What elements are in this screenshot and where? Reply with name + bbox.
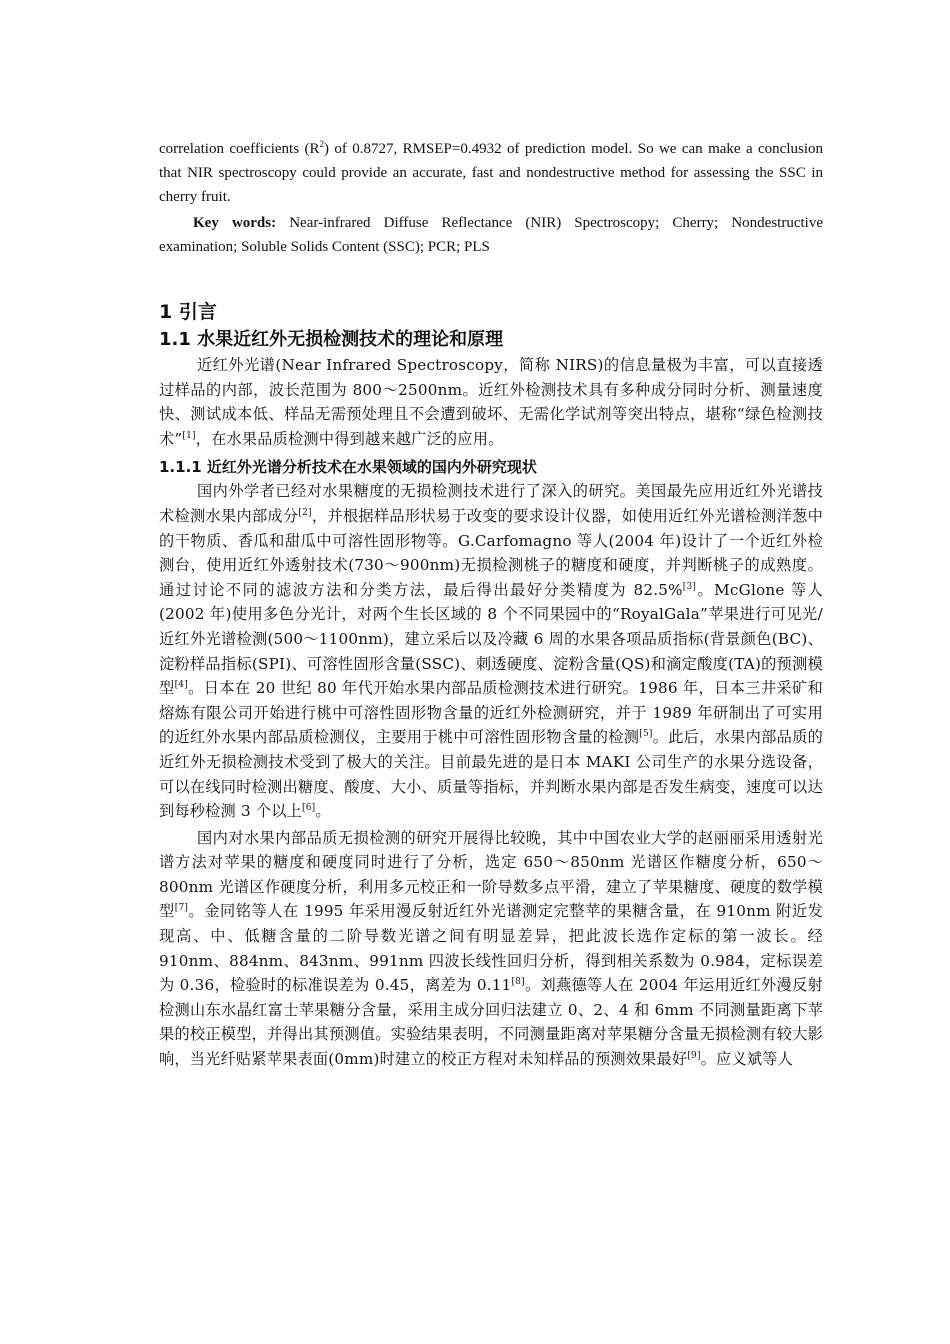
citation: [6] (302, 803, 316, 814)
citation: [7] (174, 903, 189, 914)
abstract-paragraph: correlation coefficients $(R^2)$ of 0.8727, RMSEP=0.4932 of prediction model. So we can make a conclusion that NIR spectroscopy could provide an accurate, fast and nondestructive method for assessing the SSC in cherry fruit. (159, 139, 824, 205)
citation: [9] (687, 1050, 701, 1061)
superscript: 2 (319, 139, 324, 149)
body-text (159, 479, 823, 1071)
citation: [2] (298, 507, 312, 518)
section-heading-1-1-1: 1.1.1 近红外光谱分析技术在水果领域的国内外研究现状 (159, 458, 537, 477)
keywords (159, 211, 823, 259)
citation: [8] (511, 977, 525, 988)
paragraph: 国内对水果内部品质无损检测的研究开展得比较晚，其中中国农业大学的赵丽丽采用透射光谱方法对苹果的糖度和硬度同时进行了分析，选定 650～850nm 光谱区作糖度分析，650～800nm 光谱区作硬度分析，利用多元校正和一阶导数多点平滑，建立了苹果糖度、硬度的数学模型[7]。金同铭等人在 1995 年采用漫反射近红外光谱测定完整苹的果糖含量，在 910nm 附近发现高、中、低糖含量的二阶导数光谱之间有明显差异，把此波长选作定标的第一波长。经 910nm、884nm、843nm、991nm 四波长线性回归分析，得到相关系数为 0.984，定标误差为 0.36，检验时的标准误差为 0.45，离差为 0.11[8]。刘燕德等人在 2004 年运用近红外漫反射检测山东水晶红富士苹果糖分含量，采用主成分回归法建立 0、2、4 和 6mm 不同测量距离下苹果的校正模型，并得出其预测值。实验结果表明，不同测量距离对苹果糖分含量无损检测有较大影响，当光纤贴紧苹果表面(0mm)时建立的校正方程对未知样品的预测效果最好[9]。应义斌等人 (159, 828, 823, 1069)
abstract (159, 137, 823, 259)
page-content (159, 137, 823, 1072)
citation: [4] (174, 680, 188, 691)
body-text (159, 353, 823, 451)
paragraph: 国内外学者已经对水果糖度的无损检测技术进行了深入的研究。美国最先应用近红外光谱技术检测水果内部成分[2]，并根据样品形状易于改变的要求设计仪器，如使用近红外光谱检测洋葱中的干物质、香瓜和甜瓜中可溶性固形物等。G.Carfomagno 等人(2004 年)设计了一个近红外检测台，使用近红外透射技术(730～900nm)无损检测桃子的糖度和硬度，并判断桃子的成熟度。通过讨论不同的滤波方法和分类方法，最后得出最好分类精度为 82.5%[3]。McGlone 等人(2002 年)使用多色分光计，对两个生长区域的 8 个不同果园中的“RoyalGala”苹果进行可见光/近红外光谱检测(500～1100nm)，建立采后以及冷藏 6 周的水果各项品质指标(背景颜色(BC)、淀粉样品指标(SPI)、可溶性固形含量(SSC)、刺透硬度、淀粉含量(QS)和滴定酸度(TA)的预测模型[4]。日本在 20 世纪 80 年代开始水果内部品质检测技术进行研究。1986 年，日本三井采矿和熔炼有限公司开始进行桃中可溶性固形物含量的近红外检测研究，并于 1989 年研制出了可实用的近红外水果内部品质检测仪，主要用于桃中可溶性固形物含量的检测[5]。此后，水果内部品质的近红外无损检测技术受到了极大的关注。目前最先进的是日本 MAKI 公司生产的水果分选设备，可以在线同时检测出糖度、酸度、大小、质量等指标，并判断水果内部是否发生病变，速度可以达到每秒检测 3 个以上[6]。 (159, 482, 823, 821)
paragraph: 近红外光谱(Near Infrared Spectroscopy，简称 NIRS)的信息量极为丰富，可以直接透过样品的内部，波长范围为 800～2500nm。近红外检测技术具有多种成分同时分析、测量速度快、测试成本低、样品无需预处理且不会遭到破坏、无需化学试剂等突出特点，堪称“绿色检测技术”[1]，在水果品质检测中得到越来越广泛的应用。 (159, 356, 823, 448)
section-heading-1: 1 引言 (159, 301, 217, 323)
citation: [5] (639, 729, 653, 740)
keywords-label: Key words: (193, 215, 277, 231)
citation: [3] (682, 581, 697, 592)
keywords-text: Near-infrared Diffuse Reflectance (NIR) Spectroscopy; Cherry; Nondestructive examination; Soluble Solids Content (SSC); PCR; PLS (159, 215, 823, 255)
citation: [1] (182, 430, 196, 441)
section-heading-1-1: 1.1 水果近红外无损检测技术的理论和原理 (159, 329, 504, 350)
